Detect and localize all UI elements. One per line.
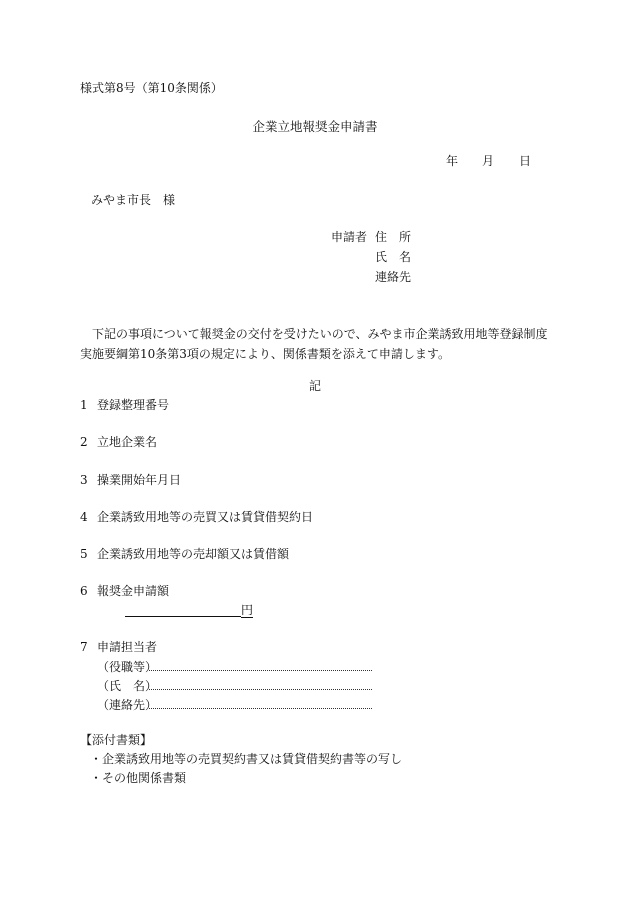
applicant-name-label: 氏 名 (375, 250, 412, 264)
amount-underline (125, 604, 241, 617)
applicant-contact-label: 連絡先 (375, 270, 412, 284)
item-label: 企業誘致用地等の売買又は賃貸借契約日 (97, 510, 314, 524)
item-number: 1 (80, 398, 88, 412)
item-7 (80, 641, 157, 653)
form-number: 様式第8号（第10条関係） (80, 81, 223, 95)
contact-position-row (97, 660, 372, 673)
item-1 (80, 399, 169, 411)
date-line (446, 155, 531, 167)
contact-name-dotted-line (149, 679, 372, 690)
date-day: 日 (519, 154, 532, 168)
item-3 (80, 474, 181, 486)
item-number: 5 (80, 547, 88, 561)
item-5 (80, 548, 289, 560)
item-label: 企業誘致用地等の売却額又は賃借額 (97, 547, 290, 561)
item-label: 報奨金申請額 (97, 584, 170, 598)
item-label: 立地企業名 (97, 435, 158, 449)
contact-name-label: （氏 名） (97, 679, 158, 693)
contact-name-row (97, 679, 372, 692)
date-month: 月 (482, 154, 495, 168)
applicant-role: 申請者 (331, 230, 368, 244)
contact-phone-row (97, 698, 372, 711)
addressee: みやま市長 様 (91, 193, 176, 207)
contact-phone-label: （連絡先） (97, 698, 158, 712)
applicant-block (331, 231, 411, 291)
amount-unit: 円 (241, 603, 254, 617)
contact-position-dotted-line (149, 660, 372, 671)
item-number: 3 (80, 473, 88, 487)
document-title: 企業立地報奨金申請書 (252, 119, 378, 134)
item-number: 2 (80, 435, 88, 449)
item-2 (80, 436, 157, 448)
item-number: 7 (80, 640, 88, 654)
item-label: 操業開始年月日 (97, 473, 182, 487)
attachment-item-2: ・その他関係書類 (90, 771, 187, 785)
contact-phone-dotted-line (149, 698, 372, 709)
attachment-item-1: ・企業誘致用地等の売買契約書又は賃貸借契約書等の写し (90, 752, 403, 766)
body-paragraph: 下記の事項について報奨金の交付を受けたいので、みやま市企業誘致用地等登録制度実施要綱第10条第3項の規定により、関係書類を添えて申請します。 (80, 327, 548, 361)
contact-position-label: （役職等） (97, 660, 158, 674)
item-number: 4 (80, 510, 88, 524)
item-label: 申請担当者 (97, 640, 158, 654)
amount-field (125, 604, 253, 617)
ki-heading: 記 (308, 379, 321, 393)
body-text (80, 324, 552, 364)
applicant-address-label: 住 所 (375, 230, 412, 244)
item-number: 6 (80, 584, 88, 598)
item-4 (80, 511, 313, 523)
item-label: 登録整理番号 (97, 398, 170, 412)
date-year: 年 (446, 154, 459, 168)
attachments-heading: 【添付書類】 (80, 733, 153, 747)
item-6 (80, 585, 169, 597)
